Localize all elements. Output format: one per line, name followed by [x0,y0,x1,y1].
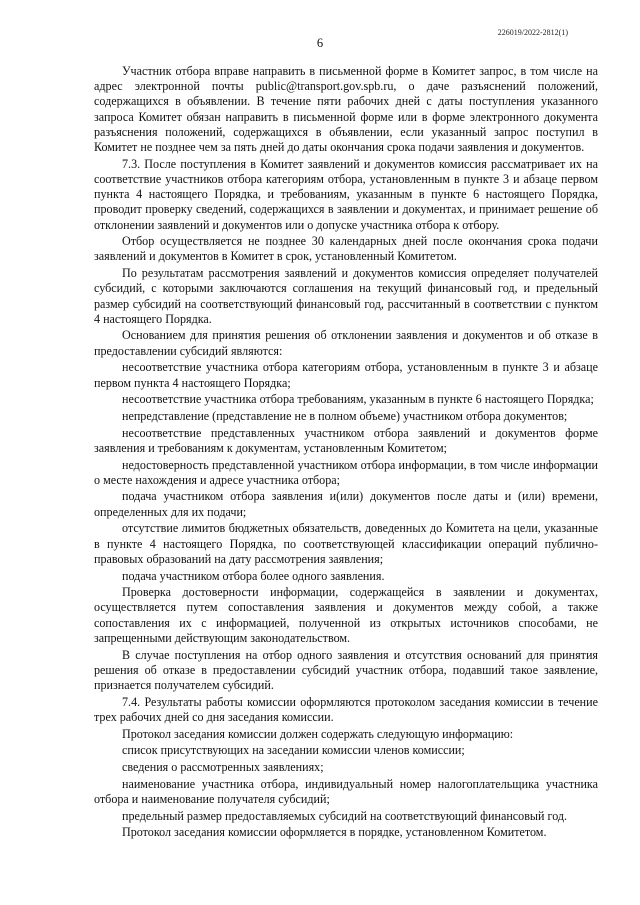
paragraph-protocol-content: Протокол заседания комиссии должен содержать следующую информацию: [122,726,514,741]
list-item: подача участником отбора более одного заявления. [122,568,385,583]
list-item: непредставление (представление не в полном объеме) участником отбора документов; [122,408,568,423]
paragraph-review-results: По результатам рассмотрения заявлений и документов комиссия определяет получателей субсидий, с которыми заключаются соглашения на текущий финансовый год, и предельный размер субсидий на соответствующий финансовый год, рассчитанный в соответствии с пунктом 4 настоящего Порядка. [94,266,598,326]
list-item: несоответствие участника отбора требованиям, указанным в пункте 6 настоящего Порядка; [122,392,594,407]
paragraph-protocol-procedure: Протокол заседания комиссии оформляется в порядке, установленном Комитетом. [122,825,547,840]
list-item: сведения о рассмотренных заявлениях; [122,759,324,774]
list-item: несоответствие участника отбора категориям отбора, установленным в пункте 3 и абзаце первом пункта 4 настоящего Порядка; [94,360,598,390]
paragraph-request-clarification: Участник отбора вправе направить в письменной форме в Комитет запрос, в том числе на адрес электронной почты public@transport.gov.spb.ru, о даче разъяснений положений, содержащихся в объявлении. В течение пяти рабочих дней с даты поступления указанного запроса Комитет обязан направить в письменной форме или в форме электронного документа разъяснения положений, содержащихся в объявлении, если указанный запрос поступил в Комитет не позднее чем за пять дней до даты окончания срока подачи заявления и документов. [94,64,598,155]
paragraph-7-4: 7.4. Результаты работы комиссии оформляются протоколом заседания комиссии в течение трех рабочих дней со дня заседания комиссии. [94,694,598,724]
list-item: несоответствие представленных участником отбора заявлений и документов форме заявления и требованиям к документам, установленным Комитетом; [94,425,598,455]
list-item: подача участником отбора заявления и(или) документов после даты и (или) времени, определенных для их подачи; [94,489,598,519]
paragraph-verification: Проверка достоверности информации, содержащейся в заявлении и документах, осуществляется путем сопоставления заявления и документов между собой, а также сопоставления их с информацией, полученной из открытых источников способами, не запрещенными действующим законодательством. [94,585,598,645]
paragraph-selection-deadline: Отбор осуществляется не позднее 30 календарных дней после окончания срока подачи заявлений и документов в Комитет в срок, установленный Комитетом. [94,234,598,264]
paragraph-rejection-grounds: Основанием для принятия решения об отклонении заявления и документов и об отказе в предоставлении субсидий являются: [94,328,598,358]
list-item: отсутствие лимитов бюджетных обязательств, доведенных до Комитета на цели, указанные в пункте 4 настоящего Порядка, по соответствующей классификации операций публично-правовых образований на дату рассмотрения заявления; [94,521,598,566]
list-item: предельный размер предоставляемых субсидий на соответствующий финансовый год. [122,808,568,823]
paragraph-7-3: 7.3. После поступления в Комитет заявлений и документов комиссия рассматривает их на соответствие участников отбора категориям отбора, установленным в пункте 3 и абзаце первом пункта 4 настоящего Порядка, и требованиям, указанным в пункте 6 настоящего Порядка, проводит проверку сведений, содержащихся в заявлении и документах, и принимает решение об отклонении заявлений и документов или о допуске участника отбора к отбору. [94,156,598,232]
document-number: 226019/2022-2812(1) [497,28,568,37]
page-number: 6 [316,36,324,50]
list-item: недостоверность представленной участником отбора информации, в том числе информации о месте нахождения и адресе участника отбора; [94,457,598,487]
document-body [94,64,598,842]
list-item: список присутствующих на заседании комиссии членов комиссии; [122,743,465,758]
list-item: наименование участника отбора, индивидуальный номер налогоплательщика участника отбора и наименование получателя субсидий; [94,776,598,806]
paragraph-single-application: В случае поступления на отбор одного заявления и отсутствия оснований для принятия решения об отказе в предоставлении субсидий участник отбора, подавший такое заявление, признается получателем субсидий. [94,647,598,692]
